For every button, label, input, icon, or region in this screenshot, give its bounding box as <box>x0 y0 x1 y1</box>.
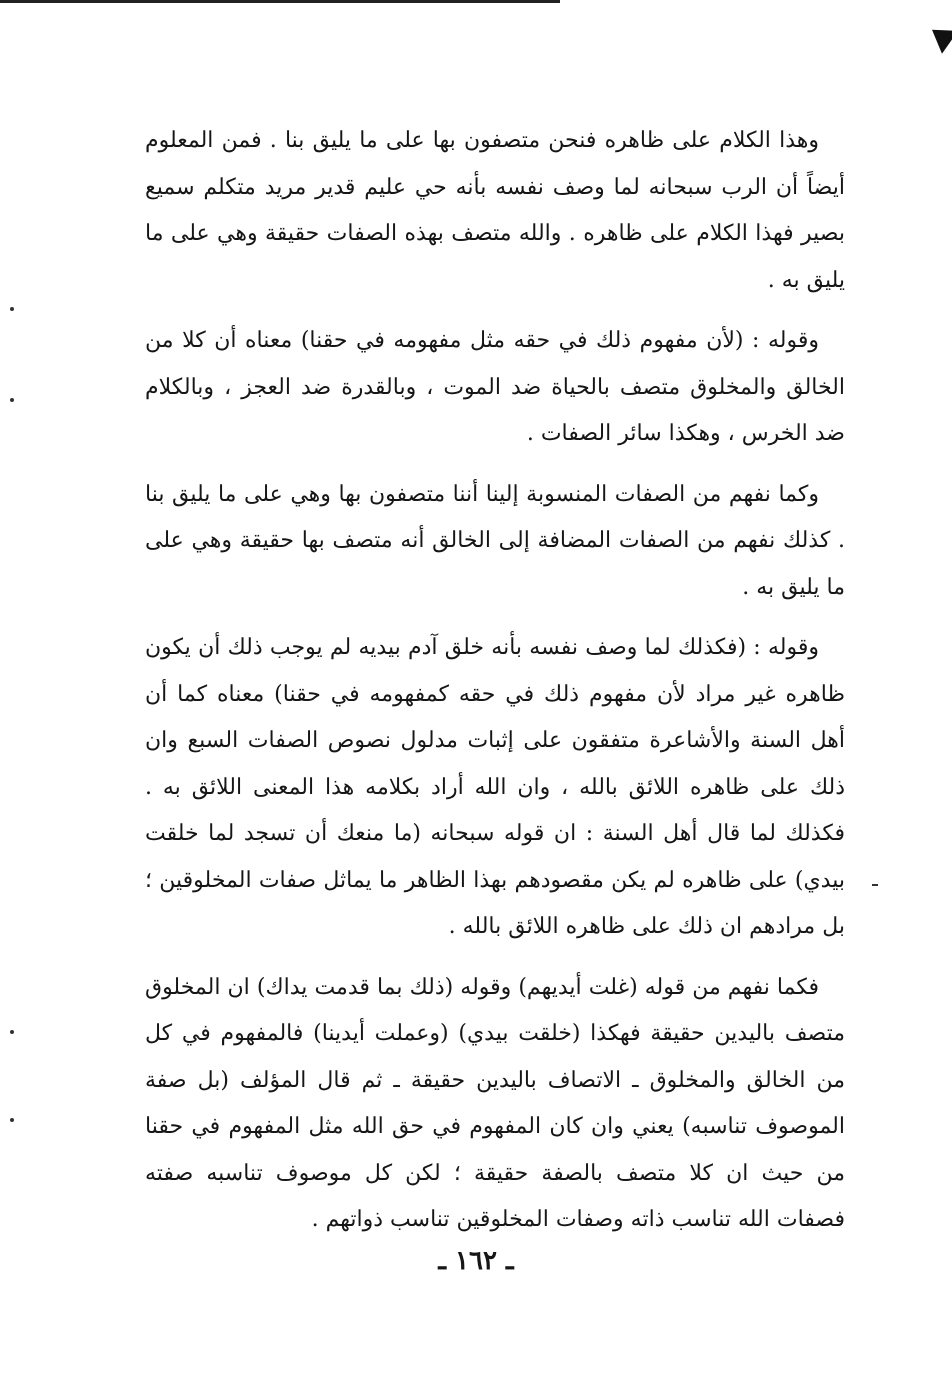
paragraph-5: فكما نفهم من قوله (غلت أيديهم) وقوله (ذلك بما قدمت يداك) ان المخلوق متصف باليدين حقيقة فهكذا (خلقت بيدي) (وعملت أيدينا) فالمفهوم في كل من الخالق والمخلوق ـ الاتصاف باليدين حقيقة ـ ثم قال المؤلف (بل صفة الموصوف تناسبه) يعني وان كان المفهوم في حق الله مثل المفهوم في حقنا من حيث ان كلا متصف بالصفة حقيقة ؛ لكن كل موصوف تناسبه صفته فصفات الله تناسب ذاته وصفات المخلوقين تناسب ذواتهم . <box>145 974 845 1232</box>
paragraph-1: وهذا الكلام على ظاهره فنحن متصفون بها على ما يليق بنا . فمن المعلوم أيضاً أن الرب سبحانه لما وصف نفسه بأنه حي عليم قدير مريد متكلم سميع بصير فهذا الكلام على ظاهره . والله متصف بهذه الصفات حقيقة وهي على ما يليق به . <box>145 128 845 293</box>
page-number: ـ ١٦٢ ـ <box>438 1246 514 1276</box>
top-rule <box>0 0 560 3</box>
scan-speck <box>872 884 878 886</box>
scan-speck <box>10 307 14 311</box>
corner-arrow-mark <box>924 18 952 54</box>
paragraph-2: وقوله : (لأن مفهوم ذلك في حقه مثل مفهومه في حقنا) معناه أن كلا من الخالق والمخلوق متصف بالحياة ضد الموت ، وبالقدرة ضد العجز ، وبالكلام ضد الخرس ، وهكذا سائر الصفات . <box>145 328 845 446</box>
paragraph-4: وقوله : (فكذلك لما وصف نفسه بأنه خلق آدم بيديه لم يوجب ذلك أن يكون ظاهره غير مراد لأن مفهوم ذلك في حقه كمفهومه في حقنا) معناه كما أن أهل السنة والأشاعرة متفقون على إثبات مدلول نصوص الصفات السبع وان ذلك على ظاهره اللائق بالله ، وان الله أراد بكلامه هذا المعنى اللائق به . فكذلك لما قال أهل السنة : ان قوله سبحانه (ما منعك أن تسجد لما خلقت بيدي) على ظاهره لم يكن مقصودهم بهذا الظاهر ما يماثل صفات المخلوقين ؛ بل مرادهم ان ذلك على ظاهره اللائق بالله . <box>145 635 845 939</box>
paragraph-3: وكما نفهم من الصفات المنسوبة إلينا أننا متصفون بها وهي على ما يليق بنا . كذلك نفهم من الصفات المضافة إلى الخالق أنه متصف بها حقيقة وهي على ما يليق به . <box>145 481 846 600</box>
scan-speck <box>10 1030 14 1034</box>
page-text <box>145 118 845 1258</box>
scan-speck <box>10 1118 14 1122</box>
scan-speck <box>10 398 14 402</box>
